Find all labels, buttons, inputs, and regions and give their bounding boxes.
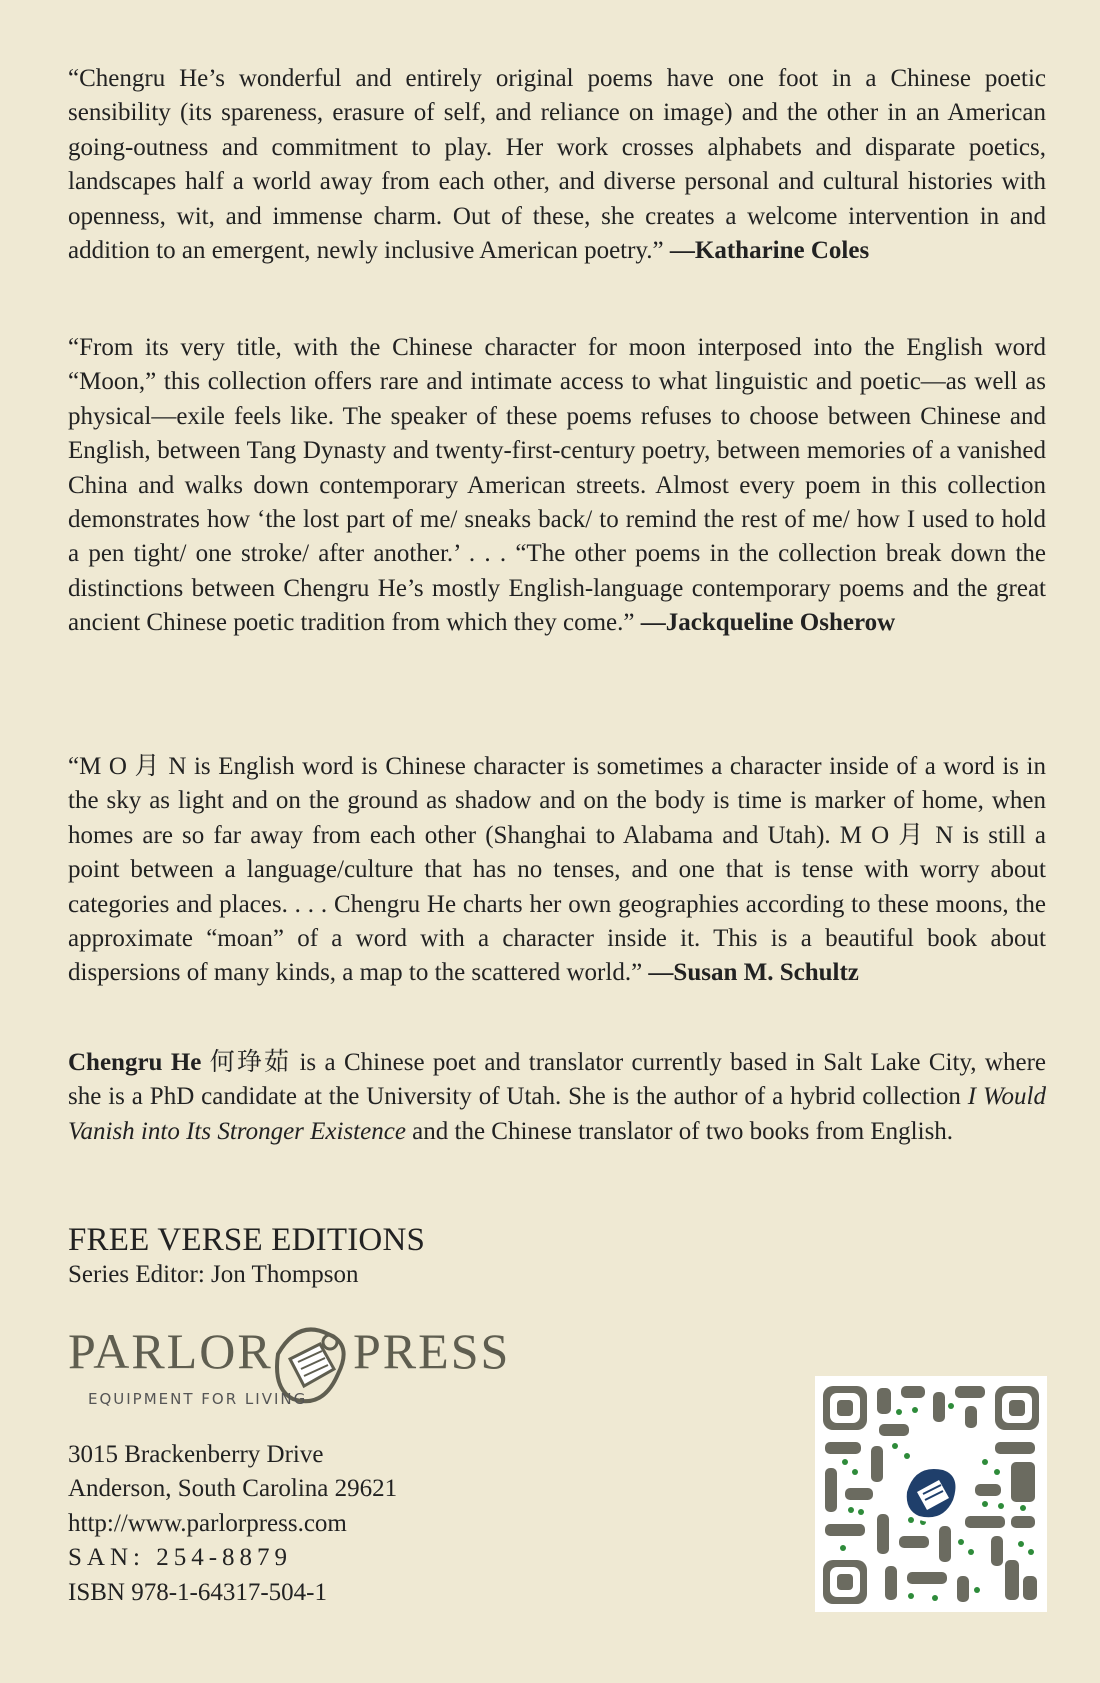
qr-center-emblem xyxy=(901,1462,961,1522)
blurb-text: “From its very title, with the Chinese character for moon interposed into the English word “Moon,” this collection offers rare and intimate access to what linguistic and poetic—as well as physical—exile feels like. The speaker of these poems refuses to choose between Chinese and English, between Tang Dynasty and twenty-first-century poetry, between memories of a vanished China and walks down contemporary American streets. Almost every poem in this collection demonstrates how ‘the lost part of me/ sneaks back/ to remind the rest of me/ how I used to hold a pen tight/ one stroke/ after another.’ . . . “The other poems in the collection break down the distinctions between Chengru He’s mostly English-language contemporary poems and the great ancient Chinese poetic tradition from which they come.” xyxy=(68,334,1046,637)
series-info xyxy=(68,1221,425,1291)
bio-text-end: and the Chinese translator of two books from English. xyxy=(405,1117,954,1145)
address-street: 3015 Brackenberry Drive xyxy=(68,1441,324,1468)
san-number: SAN: 254-8879 xyxy=(68,1544,293,1572)
blurb-text: “M O 月 N is English word is Chinese character is sometimes a character inside of a word is in the sky as light and on the ground as shadow and on the body is time is marker of home, when homes are so far away from each other (Shanghai to Alabama and Utah). M O 月 N is still a point between a language/culture that has no tenses, and one that is tense with worry about categories and places. . . . Chengru He charts her own geographies according to these moons, the approximate “moan” of a word with a character inside it. This is a beautiful book about dispersions of many kinds, a map to the scattered world.” xyxy=(68,753,1046,987)
book-title: I Would Vanish into Its Stronger Existence xyxy=(68,1083,1046,1145)
qr-code-icon xyxy=(815,1376,1047,1612)
blurb-coles xyxy=(68,62,1046,268)
publisher-logo xyxy=(68,1314,528,1424)
isbn-number: ISBN 978-1-64317-504-1 xyxy=(68,1578,328,1606)
bio-text: is a Chinese poet and translator currently based in Salt Lake City, where she is a PhD candidate at the University of Utah. She is the author of a hybrid collection xyxy=(68,1049,1046,1111)
address-city: Anderson, South Carolina 29621 xyxy=(68,1475,398,1503)
blurb-schultz xyxy=(68,750,1046,991)
publisher-url: http://www.parlorpress.com xyxy=(68,1509,347,1537)
author-bio xyxy=(68,1046,1046,1149)
series-editor: Series Editor: Jon Thompson xyxy=(68,1261,359,1288)
series-name: FREE VERSE EDITIONS xyxy=(68,1222,426,1258)
author-name: Chengru He xyxy=(68,1049,202,1076)
logo-tagline: EQUIPMENT FOR LIVING xyxy=(88,1390,308,1408)
author-name-chinese: 何琤茹 xyxy=(201,1049,300,1076)
logo-press-text: PRESS xyxy=(353,1323,511,1379)
publisher-address xyxy=(68,1438,397,1610)
blurb-attribution: —Katharine Coles xyxy=(669,237,870,265)
blurb-text: “Chengru He’s wonderful and entirely original poems have one foot in a Chinese poetic sensibility (its spareness, erasure of self, and reliance on image) and the other in an American going-outness and commitment to play. Her work crosses alphabets and disparate poetics, landscapes half a world away from each other, and diverse personal and cultural histories with openness, wit, and immense charm. Out of these, she creates a welcome intervention in and addition to an emergent, newly inclusive American poetry.” xyxy=(68,65,1046,265)
blurb-osherow xyxy=(68,331,1046,641)
blurb-attribution: —Jackqueline Osherow xyxy=(640,609,896,637)
logo-parlor-text: PARLOR xyxy=(68,1323,273,1379)
blurb-attribution: —Susan M. Schultz xyxy=(648,959,859,987)
qr-code xyxy=(815,1376,1047,1612)
